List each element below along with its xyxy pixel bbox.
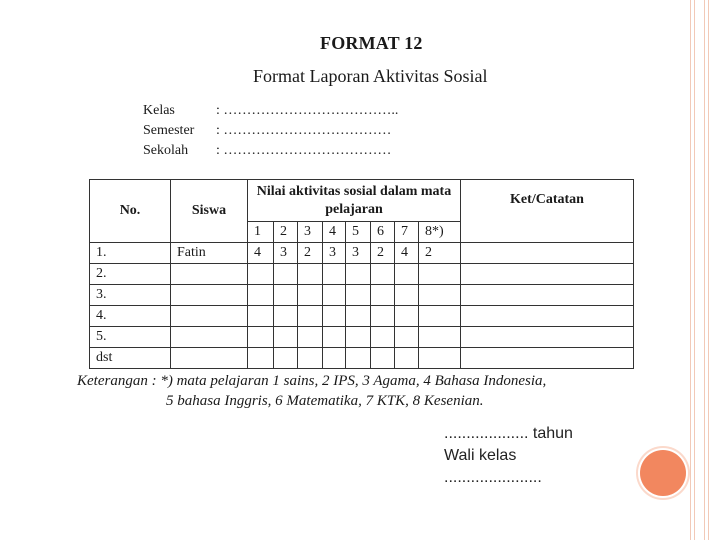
row-score [274,285,298,306]
row-score [298,264,323,285]
table-row [90,306,634,327]
row-note [461,285,634,306]
note-line: Keterangan : *) mata pelajaran 1 sains, 2 IPS, 3 Agama, 4 Bahasa Indonesia, [77,373,547,389]
row-note [461,264,634,285]
row-student [171,285,248,306]
row-score [371,264,395,285]
activity-report-table [89,179,634,369]
row-number: 2. [90,264,171,285]
header-siswa: Siswa [171,180,248,243]
row-student [171,306,248,327]
report-body [90,243,634,369]
decor-circle [640,450,686,496]
row-score [371,348,395,369]
row-score [248,348,274,369]
meta-value: : ……………………………… [216,123,392,138]
row-student [171,264,248,285]
meta-label: Kelas [143,103,175,118]
subject-number-cell: 3 [298,222,323,243]
row-score [323,285,346,306]
row-student: Fatin [171,243,248,264]
row-score [419,327,461,348]
document-title: Format Laporan Aktivitas Sosial [253,66,488,86]
subject-number-cell: 2 [274,222,298,243]
decor-stripe [694,0,695,540]
row-score [395,264,419,285]
table-row [90,264,634,285]
row-score [371,306,395,327]
row-number: dst [90,348,171,369]
row-score [248,264,274,285]
subject-number-cell: 5 [346,222,371,243]
format-number: FORMAT 12 [320,33,423,53]
meta-kelas [143,103,398,119]
row-score [298,348,323,369]
row-score [395,306,419,327]
row-score [248,327,274,348]
meta-sekolah [143,143,391,159]
subject-number-cell: 6 [371,222,395,243]
row-score [346,327,371,348]
row-number: 4. [90,306,171,327]
row-number: 3. [90,285,171,306]
row-score [419,285,461,306]
signature-year: ................... tahun [444,425,573,442]
row-score [298,285,323,306]
subject-number-cell: 1 [248,222,274,243]
row-score [395,285,419,306]
row-score: 2 [371,243,395,264]
row-note [461,327,634,348]
subject-number-cell: 8*) [419,222,461,243]
row-score: 2 [419,243,461,264]
meta-value: : ……………………………….. [216,103,399,118]
decor-stripe [708,0,709,540]
row-score [323,264,346,285]
subject-number-cell: 4 [323,222,346,243]
row-score [298,327,323,348]
row-score [323,348,346,369]
table-row [90,327,634,348]
row-score: 3 [274,243,298,264]
row-student [171,327,248,348]
row-score [371,327,395,348]
row-score: 4 [395,243,419,264]
row-score [274,348,298,369]
row-score [298,306,323,327]
row-number: 1. [90,243,171,264]
row-note [461,243,634,264]
meta-label: Semester [143,123,195,138]
subject-number-cell: 7 [395,222,419,243]
row-score [274,264,298,285]
row-score [248,285,274,306]
row-score [323,327,346,348]
decor-stripe [704,0,705,540]
row-score [371,285,395,306]
table-row [90,348,634,369]
row-score [346,306,371,327]
row-score [346,348,371,369]
signature-role: Wali kelas [444,447,517,464]
row-score: 4 [248,243,274,264]
row-score [323,306,346,327]
meta-value: : ……………………………… [216,143,392,158]
row-score [274,306,298,327]
row-score [395,348,419,369]
row-student [171,348,248,369]
header-nilai: Nilai aktivitas sosial dalam mata pelajaran [248,180,461,222]
row-score [419,264,461,285]
row-score [395,327,419,348]
row-score [274,327,298,348]
row-score: 3 [346,243,371,264]
table-row [90,285,634,306]
meta-semester [143,123,391,139]
row-score [346,264,371,285]
table-row [90,243,634,264]
note-line: 5 bahasa Inggris, 6 Matematika, 7 KTK, 8 Kesenian. [166,393,484,409]
header-ket: Ket/Catatan [461,180,634,243]
row-score [248,306,274,327]
signature-name: ...................... [444,469,542,486]
row-score [346,285,371,306]
row-score: 2 [298,243,323,264]
meta-label: Sekolah [143,143,189,158]
row-score: 3 [323,243,346,264]
row-score [419,306,461,327]
row-score [419,348,461,369]
row-number: 5. [90,327,171,348]
header-no: No. [90,180,171,243]
decor-stripe [690,0,691,540]
row-note [461,348,634,369]
row-note [461,306,634,327]
